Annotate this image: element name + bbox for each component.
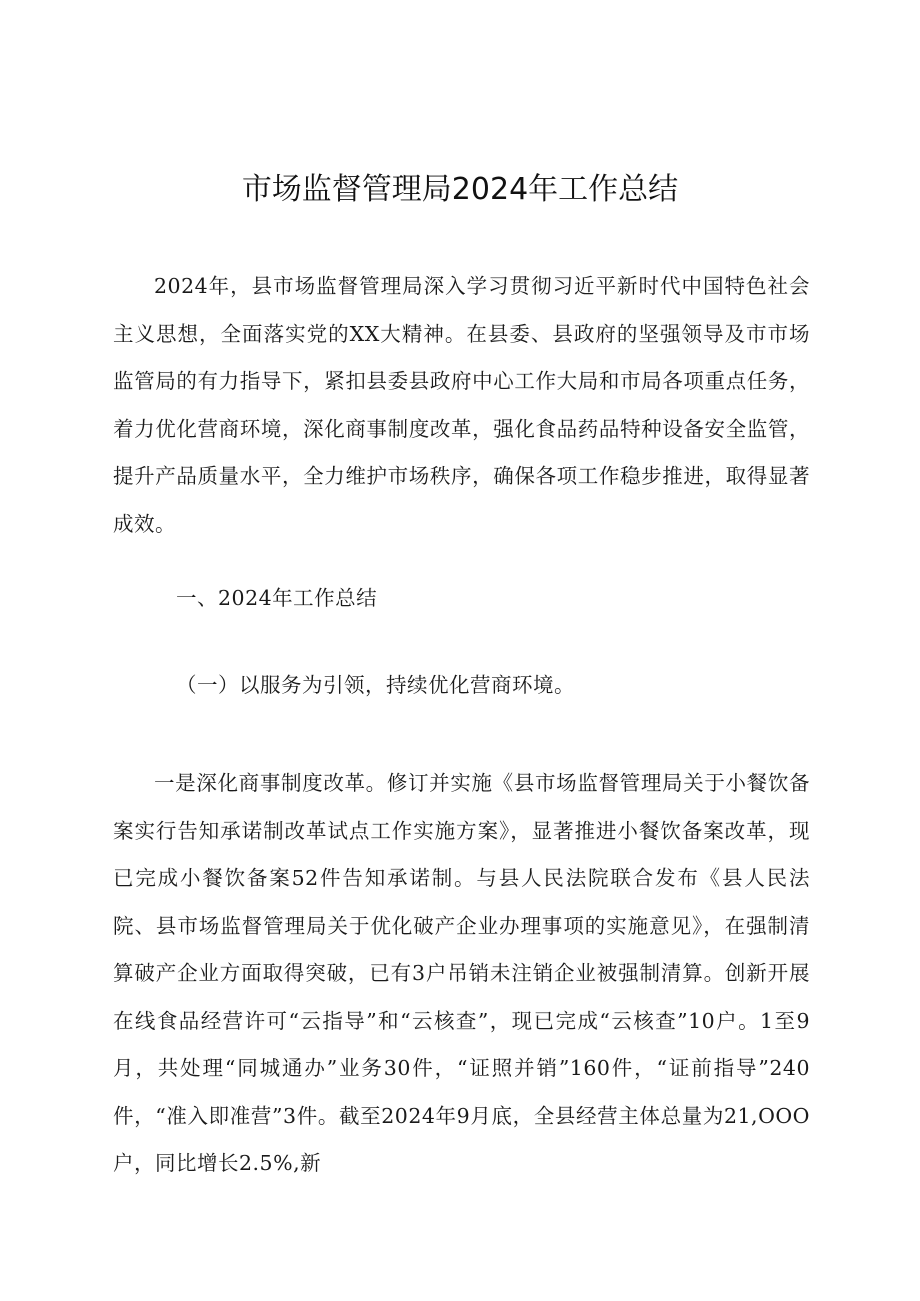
intro-paragraph: 2024年，县市场监督管理局深入学习贯彻习近平新时代中国特色社会主义思想，全面落实党的XX大精神。在县委、县政府的坚强领导及市市场监管局的有力指导下，紧扣县委县政府中心工作大局和市局各项重点任务，着力优化营商环境，深化商事制度改革，强化食品药品特种设备安全监管，提升产品质量水平，全力维护市场秩序，确保各项工作稳步推进，取得显著成效。 xyxy=(113,274,810,536)
document-title: 市场监督管理局2024年工作总结 xyxy=(241,172,679,207)
body-paragraph: 一是深化商事制度改革。修订并实施《县市场监督管理局关于小餐饮备案实行告知承诺制改革试点工作实施方案》，显著推进小餐饮备案改革，现已完成小餐饮备案52件告知承诺制。与县人民法院联合发布《县人民法院、县市场监督管理局关于优化破产企业办理事项的实施意见》，在强制清算破产企业方面取得突破，已有3户吊销未注销企业被强制清算。创新开展在线食品经营许可“云指导”和“云核查”，现已完成“云核查”10户。1至9月，共处理“同城通办”业务30件，“证照并销”160件，“证前指导”240件，“准入即准营”3件。截至2024年9月底，全县经营主体总量为21,OOO户，同比增长2.5%,新 xyxy=(113,771,810,1175)
section-heading: 一、2024年工作总结 xyxy=(176,586,378,610)
subsection-heading: （一）以服务为引领，持续优化营商环境。 xyxy=(176,673,575,697)
